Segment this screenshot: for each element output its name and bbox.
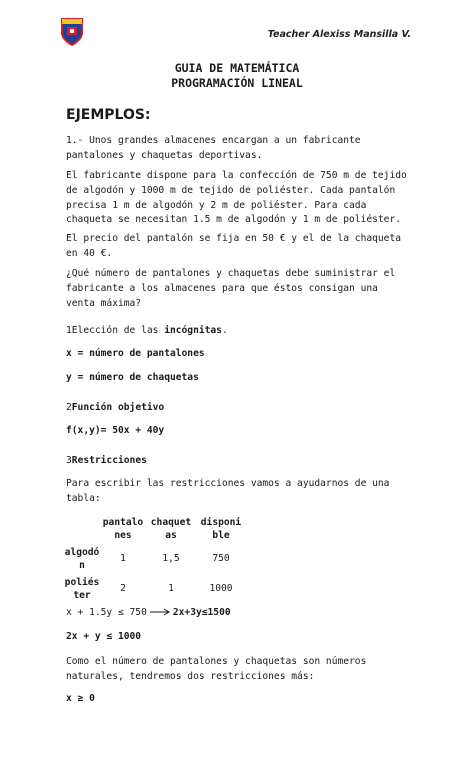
right-arrow-icon xyxy=(149,607,171,617)
document-title: GUIA DE MATEMÁTICA xyxy=(174,61,300,75)
step-3-intro: Para escribir las restricciones vamos a ayudarnos de una tabla: xyxy=(66,478,390,504)
variable-y-definition: y = número de chaquetas xyxy=(66,372,199,383)
table-row xyxy=(64,576,246,604)
problem-paragraph-3: El precio del pantalón se fija en 50 € y el de la chaqueta en 40 €. xyxy=(66,233,402,259)
table-header-cell: chaquet as xyxy=(150,517,192,541)
table-corner xyxy=(64,516,100,546)
table-row-label: algodó n xyxy=(64,547,100,571)
restrictions-note: Como el número de pantalones y chaquetas son números naturales, tendremos dos restricciones más: xyxy=(66,656,367,682)
table-cell: 750 xyxy=(212,553,230,564)
restriction-1-line xyxy=(66,606,411,621)
step-3-line xyxy=(66,454,411,469)
step-2-number: 2 xyxy=(66,402,72,413)
step-2-title: Función objetivo xyxy=(71,402,165,413)
step-3-number: 3 xyxy=(66,455,72,466)
table-cell: 2 xyxy=(120,583,126,594)
restriction-1-simplified: 2x+3y≤1500 xyxy=(172,607,231,618)
table-header-cell: disponi ble xyxy=(200,517,242,541)
variable-x-definition: x = número de pantalones xyxy=(66,348,205,359)
document-subtitle: PROGRAMACIÓN LINEAL xyxy=(171,76,303,90)
table-row-label: poliés ter xyxy=(64,577,100,601)
resources-table xyxy=(64,516,246,604)
restriction-2: 2x + y ≤ 1000 xyxy=(66,631,142,642)
step-1-number: 1 xyxy=(66,325,72,336)
section-heading: EJEMPLOS: xyxy=(66,107,151,123)
objective-function: f(x,y)= 50x + 40y xyxy=(66,425,165,436)
step-1-bold-term: incógnitas xyxy=(164,325,222,336)
table-cell: 1,5 xyxy=(162,553,180,564)
header-author: Teacher Alexiss Mansilla V. xyxy=(267,29,411,40)
step-3-title: Restricciones xyxy=(71,455,147,466)
problem-paragraph-1: 1.- Unos grandes almacenes encargan a un fabricante pantalones y chaquetas deportivas. xyxy=(66,135,361,161)
step-2-line xyxy=(66,401,411,416)
table-row xyxy=(64,546,246,576)
table-cell: 1000 xyxy=(209,583,233,594)
step-1-end: . xyxy=(221,325,228,336)
table-cell: 1 xyxy=(120,553,126,564)
step-1-text: Elección de las xyxy=(71,325,165,336)
school-crest-logo xyxy=(60,17,84,47)
table-cell: 1 xyxy=(168,583,174,594)
restriction-3: x ≥ 0 xyxy=(66,693,95,704)
problem-paragraph-2: El fabricante dispone para la confección de 750 m de tejido de algodón y 1000 m de tejido de poliéster. Cada pantalón precisa 1 m de algodón y 2 m de poliéster. Para cada chaqueta se necesitan 1.5 m de algodón y 1 m de poliéster. xyxy=(66,170,407,226)
table-header-cell: pantalo nes xyxy=(102,517,144,541)
restriction-1: x + 1.5y ≤ 750 xyxy=(66,607,147,618)
table-header-row xyxy=(64,516,246,546)
problem-question: ¿Qué número de pantalones y chaquetas debe suministrar el fabricante a los almacenes para que éstos consigan una venta máxima? xyxy=(66,268,396,309)
step-1-line xyxy=(66,324,411,339)
